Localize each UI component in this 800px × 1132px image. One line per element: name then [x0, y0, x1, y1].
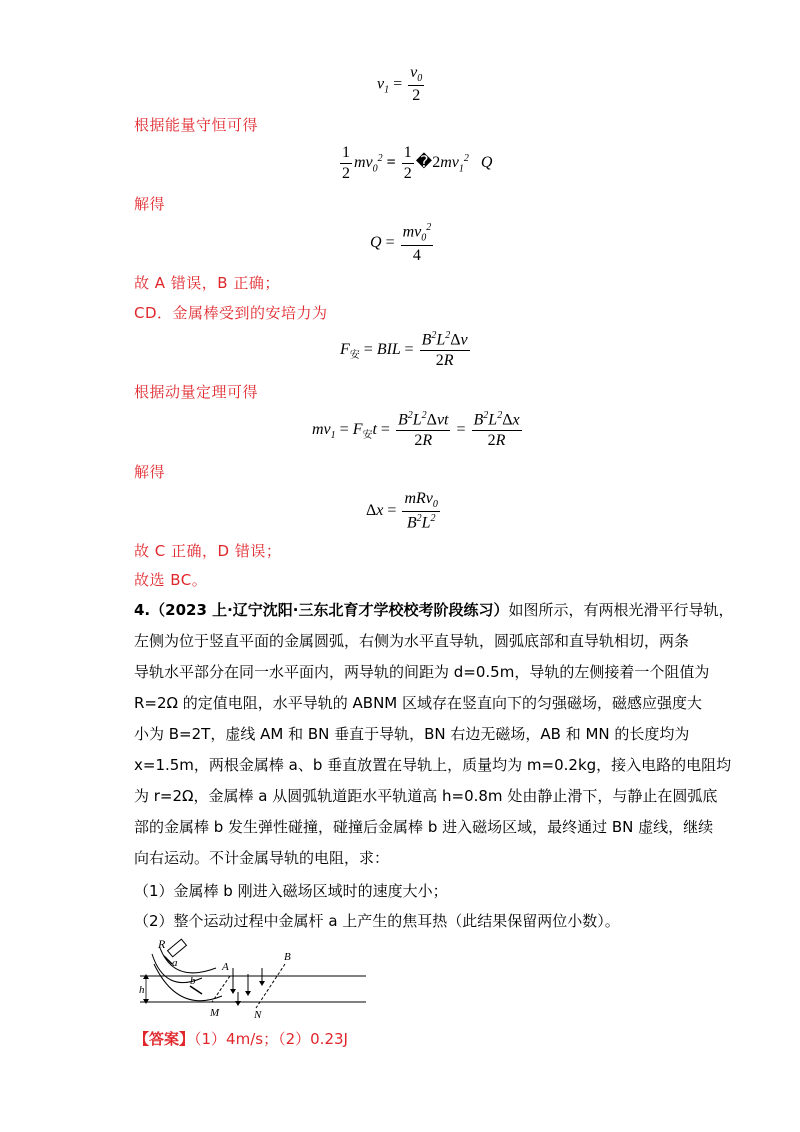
label-A: A [222, 961, 229, 973]
equation-ampere-force: $F_安$ = BIL = $\frac{B^2L^2\Delta v}{2R}$ [340, 330, 468, 370]
question-4-line-4: R=2Ω 的定值电阻，水平导轨的 ABNM 区域存在竖直向下的匀强磁场，磁感应强度大 [134, 694, 703, 712]
label-a: a [172, 957, 178, 969]
question-4-line-8: 部的金属棒 b 发生弹性碰撞，碰撞后金属棒 b 进入磁场区域，最终通过 BN 虚线，继续 [134, 818, 714, 836]
text-energy-conservation: 根据能量守恒可得 [134, 116, 259, 134]
label-B: B [284, 951, 291, 963]
question-4-line-7: 为 r=2Ω，金属棒 a 从圆弧轨道距水平轨道高 h=0.8m 处由静止滑下，与静止在圆弧底 [134, 787, 718, 805]
equation-Q: Q = $\frac{mv_0^2}{4}$ [370, 222, 432, 264]
question-4-line-9: 向右运动。不计金属导轨的电阻，求： [134, 849, 390, 867]
text-A-wrong-B-right: 故 A 错误，B 正确； [134, 274, 280, 292]
text-solve-2: 解得 [134, 463, 166, 481]
text-choose-BC: 故选 BC。 [134, 571, 208, 589]
question-4-line-1 [134, 599, 734, 620]
text-ampere-force: CD．金属棒受到的安培力为 [134, 304, 328, 322]
answer-line [134, 1028, 348, 1049]
question-text-1: 如图所示，有两根光滑平行导轨， [508, 601, 734, 619]
question-source: （2023 上·辽宁沈阳·三东北育才学校校考阶段练习） [150, 601, 509, 619]
label-N: N [254, 1009, 262, 1021]
label-M: M [210, 1007, 220, 1019]
text-C-right-D-wrong: 故 C 正确，D 错误； [134, 542, 282, 560]
sub-question-2: （2）整个运动过程中金属杆 a 上产生的焦耳热（此结果保留两位小数）。 [134, 912, 620, 930]
equation-energy: $\frac{1}{2}$ $mv_0^2$ = $\frac{1}{2}$ $�2mv_1^2$ Q [342, 144, 493, 182]
label-R: R [158, 937, 166, 951]
question-number: 4. [134, 601, 151, 619]
label-h: h [139, 984, 145, 996]
text-solve-1: 解得 [134, 195, 166, 213]
equation-momentum: $mv_1 = F_安t$ = $\frac{B^2L^2\Delta vt}{2R}$ = $\frac{B^2L^2\Delta x}{2R}$ [312, 410, 520, 450]
label-b: b [190, 975, 196, 987]
answer-text: （1）4m/s；（2）0.23J [194, 1030, 348, 1048]
question-4-line-5: 小为 B=2T，虚线 AM 和 BN 垂直于导轨，BN 右边无磁场，AB 和 MN 的长度均为 [134, 725, 690, 743]
question-4-line-6: x=1.5m，两根金属棒 a、b 垂直放置在导轨上，质量均为 m=0.2kg，接入电路的电阻均 [134, 756, 732, 774]
question-4-line-3: 导轨水平部分在同一水平面内，两导轨的间距为 d=0.5m，导轨的左侧接着一个阻值为 [134, 663, 710, 681]
rail-diagram [130, 934, 390, 1024]
text-momentum-theorem: 根据动量定理可得 [134, 383, 259, 401]
equation-v1: $v_1$ = $\frac{v_0}{2}$ [377, 64, 423, 105]
answer-tag: 【答案】 [134, 1030, 195, 1048]
question-4-line-2: 左侧为位于竖直平面的金属圆弧，右侧为水平直导轨，圆弧底部和直导轨相切，两条 [134, 632, 690, 650]
sub-question-1: （1）金属棒 b 刚进入磁场区域时的速度大小； [134, 882, 448, 900]
equation-delta-x: Δx = $\frac{mRv_0}{B^2L^2}$ [366, 490, 438, 532]
